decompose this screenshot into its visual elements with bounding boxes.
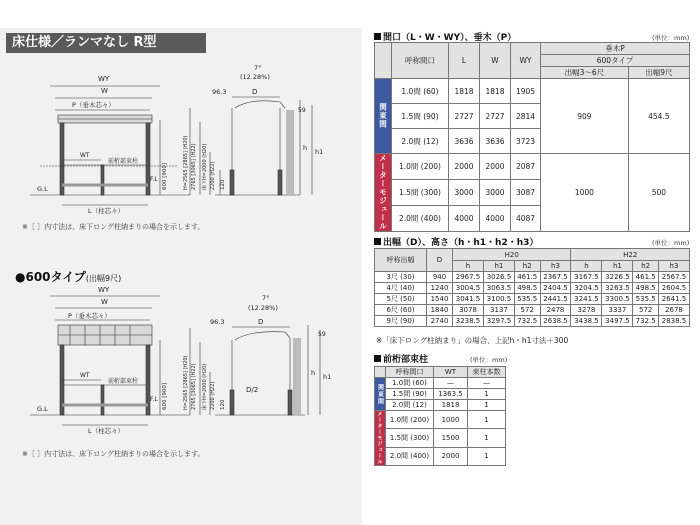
t3-r6-c1: 2000 [434,447,468,465]
table2-cell: 3004.5 [453,283,484,294]
table2-cell: 3尺 (30) [375,272,427,283]
table1-corner [375,43,392,79]
table2-cell: 3167.5 [571,272,602,283]
table-row [375,305,690,316]
table2-cell: 535.5 [514,294,540,305]
table2-cell: 3337 [602,305,633,316]
t3-r5-c2: 1 [468,429,506,447]
label-h1: h1 [315,148,324,156]
square-bullet-icon [374,33,381,40]
table2-cell: 3078 [453,305,484,316]
table2-cell: 461.5 [633,272,659,283]
th2-h20: H20 [453,249,571,261]
th-kosho: 呼称間口 [392,43,449,79]
label-600-2: 600 [900] [162,382,168,410]
table2-cell: 1540 [427,294,453,305]
label-wt-2: WT [80,372,90,379]
label-v-floor2: 2200 (H22) [210,161,216,190]
label-fl-2: F.L [150,396,158,403]
table3-title: 前桁部束柱 [374,352,428,365]
label-120: 120 [220,179,226,190]
t1-r5-c0: 1.5間 (300) [392,179,449,205]
t1-r1-c1: 1818 [449,79,480,104]
table3-corner [375,367,386,378]
th2-s7: h3 [658,261,689,272]
t1-r6-c1: 4000 [449,205,480,231]
t3-r5-c1: 1500 [434,429,468,447]
table2-cell: 572 [633,305,659,316]
th2-kosho: 呼称出幅 [375,249,427,272]
th2-s5: h1 [602,261,633,272]
table2-title: 出幅（D）、高さ（h・h1・h2・h3） [374,235,538,248]
t1-r1-c2: 1818 [480,79,511,104]
t1-r5-c1: 3000 [449,179,480,205]
t3-group-kanto: 関東間 [375,378,386,411]
table3-unit: (単位：mm) [470,356,508,364]
label-d: D [252,88,258,96]
label-l: L（柱芯々） [88,207,125,215]
th-p-type: 600タイプ [541,55,690,67]
label-v-h2: 2765 [3065] (H22) [191,143,197,190]
table2-cell: 940 [427,272,453,283]
th-p-sub2: 出幅9尺 [628,67,689,79]
th2-s6: h2 [633,261,659,272]
th2-s2: h2 [514,261,540,272]
t3-r2-c0: 1.5間 (90) [386,389,434,400]
table-row [375,283,690,294]
label-beam-2: 前桁部束柱 [108,378,139,385]
table2-body [375,272,690,327]
table2-cell: 3137 [483,305,514,316]
t1-r2-c2: 2727 [480,104,511,129]
table2-cell: 2678 [658,305,689,316]
t3-r4-c1: 1000 [434,411,468,429]
label-v-h-2: H=2565 [2865] (H20) [183,355,189,410]
table2-cell: 9尺 (90) [375,316,427,327]
table2-cell: 3438.5 [571,316,602,327]
table2-unit: (単位：mm) [652,239,690,247]
t1-r4-c3: 2087 [511,154,541,180]
label-slope-pct: (12.28%) [240,73,270,81]
label-fl: F.L [150,176,158,183]
label-gl-2: G.L [37,405,48,413]
table3 [374,366,506,466]
label-d2: D/2 [246,386,259,394]
table2-cell: 461.5 [514,272,540,283]
elevation-drawing-2 [0,280,362,460]
table2 [374,248,690,327]
t1-r5-c3: 3087 [511,179,541,205]
section-title: 床仕様／ランマなし R型 [6,33,206,53]
label-w: W [101,87,108,95]
label-v-h: H=2565 [2865] (H20) [183,135,189,190]
t3-group-meter: メーターモジュール [375,411,386,466]
table2-cell: 3204.5 [571,283,602,294]
label-p-2: P（垂木芯々） [68,312,111,320]
label-slope-pct-2: (12.28%) [248,304,278,312]
table2-cell: 2638.5 [540,316,571,327]
table1-title: 間口（L・W・WY）、垂木（P） [374,30,516,43]
th2-s1: h1 [483,261,514,272]
t1-p2-b: 500 [628,154,689,232]
t1-r2-c1: 2727 [449,104,480,129]
table2-cell: 732.5 [633,316,659,327]
t1-r1-c0: 1.0間 (60) [392,79,449,104]
t1-r4-c1: 2000 [449,154,480,180]
label-963-2: 96.3 [210,318,225,326]
table2-cell: 2641.5 [658,294,689,305]
note-2: ※［ ］内寸法は、床下ロング柱納まりの場合を示します。 [22,450,205,458]
label-h: h [303,144,308,152]
label-gl: G.L [37,185,48,193]
label-600: 600 [900] [162,162,168,190]
table2-note: ※「床下ロング柱納まり」の場合、上記h・h1寸法＋300 [376,336,569,345]
th3-count: 束柱本数 [468,367,506,378]
label-h1-2: h1 [323,373,332,381]
t3-r1-c2: — [468,378,506,389]
label-wy-2: WY [98,286,110,294]
table2-cell: 4尺 (40) [375,283,427,294]
table2-cell: 2838.5 [658,316,689,327]
label-v-floor: 床下H=2000 (H20) [202,143,208,190]
t1-r6-c0: 2.0間 (400) [392,205,449,231]
t1-r2-c3: 2814 [511,104,541,129]
label-l-2: L（柱芯々） [88,427,125,435]
th-wy: WY [511,43,541,79]
t3-r2-c2: 1 [468,389,506,400]
t3-r4-c0: 1.0間 (200) [386,411,434,429]
t3-r3-c2: 1 [468,400,506,411]
th2-s0: h [453,261,484,272]
label-v-floor2-2: 2200 (H22) [210,381,216,410]
t3-r3-c1: 1818 [434,400,468,411]
table2-cell: 3297.5 [483,316,514,327]
t1-p1-b: 454.5 [628,79,689,154]
table2-cell: 2967.5 [453,272,484,283]
table2-cell: 5尺 (50) [375,294,427,305]
table-row [375,316,690,327]
table2-cell: 3026.5 [483,272,514,283]
table2-cell: 3100.5 [483,294,514,305]
section2-title: ●600タイプ(出幅9尺) [15,270,122,284]
table2-cell: 1840 [427,305,453,316]
t3-r4-c2: 1 [468,411,506,429]
t1-r6-c2: 4000 [480,205,511,231]
t1-r6-c3: 4087 [511,205,541,231]
t1-r3-c2: 3636 [480,129,511,154]
table2-cell: 3226.5 [602,272,633,283]
th2-s3: h3 [540,261,571,272]
t1-r3-c1: 3636 [449,129,480,154]
t3-r6-c0: 2.0間 (400) [386,447,434,465]
table2-cell: 3278 [571,305,602,316]
table1-unit: (単位：mm) [652,34,690,42]
elevation-drawing-1 [0,60,362,240]
t3-r6-c2: 1 [468,447,506,465]
table2-cell: 3063.5 [483,283,514,294]
table-row [375,272,690,283]
label-120-2: 120 [220,399,226,410]
t1-r4-c2: 2000 [480,154,511,180]
group-meter: メーターモジュール [375,154,392,232]
table2-cell: 2478 [540,305,571,316]
label-slope-deg: 7° [254,64,262,72]
table1 [374,42,690,232]
th-p: 垂木P [541,43,690,55]
label-59-2: 59 [318,331,326,338]
label-963: 96.3 [212,88,227,96]
t3-r2-c1: 1363.5 [434,389,468,400]
table2-cell: 498.5 [633,283,659,294]
table2-cell: 2567.5 [658,272,689,283]
t3-r1-c0: 1.0間 (60) [386,378,434,389]
label-wt: WT [80,152,90,159]
th3-wt: WT [434,367,468,378]
label-59: 59 [298,107,306,114]
label-h-2: h [311,369,316,377]
th-p-sub1: 出幅3〜6尺 [541,67,629,79]
label-beam: 前桁部束柱 [108,158,139,165]
th2-h22: H22 [571,249,690,261]
th3-kosho: 呼称間口 [386,367,434,378]
label-wy: WY [98,75,110,83]
th-w: W [480,43,511,79]
label-v-h2-2: 2765 [3065] (H22) [191,363,197,410]
t1-p2-a: 1000 [541,154,629,232]
t1-p1-a: 909 [541,79,629,154]
table2-cell: 2367.5 [540,272,571,283]
table-row [375,294,690,305]
note-1: ※［ ］内寸法は、床下ロング柱納まりの場合を示します。 [22,223,205,231]
table2-cell: 2740 [427,316,453,327]
t3-r1-c1: — [434,378,468,389]
t1-r4-c0: 1.0間 (200) [392,154,449,180]
table2-cell: 3300.5 [602,294,633,305]
t3-r5-c0: 1.5間 (300) [386,429,434,447]
table2-cell: 535.5 [633,294,659,305]
table2-cell: 2441.5 [540,294,571,305]
table2-cell: 3238.5 [453,316,484,327]
table2-cell: 498.5 [514,283,540,294]
group-kanto: 関東間 [375,79,392,154]
table2-cell: 2404.5 [540,283,571,294]
table2-cell: 3241.5 [571,294,602,305]
t1-r2-c0: 1.5間 (90) [392,104,449,129]
label-v-floor-2: 床下H=2000 (H20) [202,363,208,410]
th2-d: D [427,249,453,272]
th-l: L [449,43,480,79]
th2-s4: h [571,261,602,272]
label-w-2: W [101,298,108,306]
table2-cell: 3497.5 [602,316,633,327]
label-d-2: D [258,318,264,326]
label-p: P（垂木芯々） [72,101,115,109]
table2-cell: 1240 [427,283,453,294]
table2-cell: 3041.5 [453,294,484,305]
t3-r3-c0: 2.0間 (12) [386,400,434,411]
t1-r3-c3: 3723 [511,129,541,154]
t1-r5-c2: 3000 [480,179,511,205]
square-bullet-icon [374,238,381,245]
table2-cell: 6尺 (60) [375,305,427,316]
section2-sub: (出幅9尺) [85,274,122,283]
table2-cell: 3263.5 [602,283,633,294]
table2-cell: 572 [514,305,540,316]
square-bullet-icon [374,355,381,362]
label-slope-deg-2: 7° [262,294,270,302]
t1-r3-c0: 2.0間 (12) [392,129,449,154]
t1-r1-c3: 1905 [511,79,541,104]
table2-cell: 2604.5 [658,283,689,294]
table2-cell: 732.5 [514,316,540,327]
